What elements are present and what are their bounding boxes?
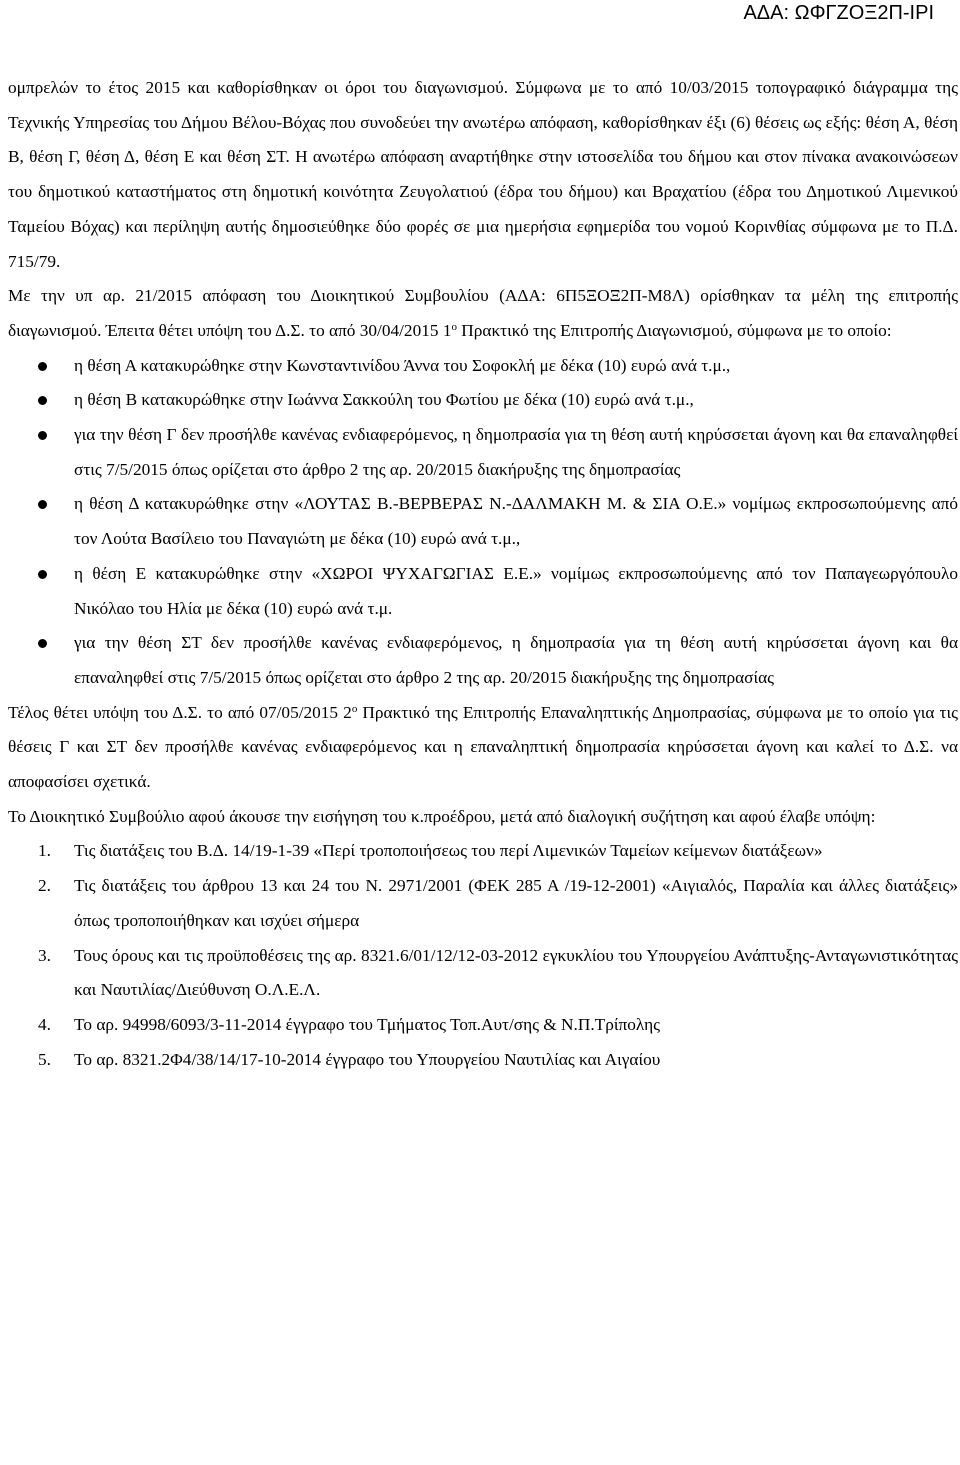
numbered-item [8, 1008, 958, 1043]
bullet-item [8, 418, 958, 487]
bullet-text: η θέση Α κατακυρώθηκε στην Κωνσταντινίδου Άννα του Σοφοκλή με δέκα (10) ευρώ ανά τ.μ., [74, 355, 731, 375]
bullet-item [8, 487, 958, 556]
bullet-text: για την θέση Γ δεν προσήλθε κανένας ενδιαφερόμενος, η δημοπρασία για τη θέση αυτή κηρύσσεται άγονη και θα επαναληφθεί στις 7/5/2015 όπως ορίζεται στο άρθρο 2 της αρ. 20/2015 διακήρυξης της δημοπρασίας [74, 425, 958, 479]
results-bullet-list [8, 349, 958, 696]
bullet-item [8, 557, 958, 626]
bullet-text: η θέση Β κατακυρώθηκε στην Ιωάννα Σακκούλη του Φωτίου με δέκα (10) ευρώ ανά τ.μ., [74, 390, 694, 410]
item-number: 2. [38, 876, 51, 896]
considerations-list [8, 834, 958, 1077]
ada-code: ΑΔΑ: ΩΦΓΖΟΞ2Π-ΙΡΙ [743, 2, 934, 24]
bullet-text: για την θέση ΣΤ δεν προσήλθε κανένας ενδιαφερόμενος, η δημοπρασία για τη θέση αυτή κηρύσσεται άγονη και θα επαναληφθεί στις 7/5/2015 όπως ορίζεται στο άρθρο 2 της αρ. 20/2015 διακήρυξης της δημοπρασίας [74, 633, 958, 687]
bullet-dot-icon [38, 570, 47, 579]
paragraph-committee-text: Με την υπ αρ. 21/2015 απόφαση του Διοικητικού Συμβουλίου (ΑΔΑ: 6Π5ΞΟΞ2Π-Μ8Λ) ορίσθηκαν τα μέλη της επιτροπής διαγωνισμού. Έπειτα θέτει υπόψη του Δ.Σ. το από 30/04/2015 1 [8, 286, 958, 340]
paragraph-board: Το Διοικητικό Συμβούλιο αφού άκουσε την εισήγηση του κ.προέδρου, μετά από διαλογική συζήτηση και αφού έλαβε υπόψη: [8, 806, 876, 826]
numbered-item [8, 869, 958, 938]
bullet-dot-icon [38, 362, 47, 371]
numbered-item [8, 1043, 958, 1078]
item-number: 4. [38, 1014, 51, 1034]
paragraph-committee [8, 279, 958, 348]
item-text: Το αρ. 94998/6093/3-11-2014 έγγραφο του Τμήματος Τοπ.Αυτ/σης & Ν.Π.Τρίπολης [74, 1014, 660, 1034]
paragraph-repeat-text: Τέλος θέτει υπόψη του Δ.Σ. το από 07/05/2015 2 [8, 702, 352, 722]
bullet-dot-icon [38, 431, 47, 440]
item-number: 1. [38, 841, 51, 861]
paragraph-committee-end: Πρακτικό της Επιτροπής Διαγωνισμού, σύμφωνα με το οποίο: [456, 320, 892, 340]
bullet-dot-icon [38, 396, 47, 405]
bullet-dot-icon [38, 639, 47, 648]
numbered-item [8, 834, 958, 869]
ordinal-superscript: ο [451, 320, 457, 333]
bullet-text: η θέση Δ κατακυρώθηκε στην «ΛΟΥΤΑΣ Β.-ΒΕΡΒΕΡΑΣ Ν.-ΔΑΛΜΑΚΗ Μ. & ΣΙΑ Ο.Ε.» νομίμως εκπροσωπούμενης από τον Λούτα Βασίλειο του Παναγιώτη με δέκα (10) ευρώ ανά τ.μ., [74, 494, 958, 549]
bullet-item [8, 349, 958, 384]
item-text: Τις διατάξεις του Β.Δ. 14/19-1-39 «Περί τροποποιήσεως του περί Λιμενικών Ταμείων κείμενων διατάξεων» [74, 841, 823, 861]
ordinal-superscript: ο [351, 702, 358, 715]
paragraph-repeat-auction [8, 696, 958, 800]
bullet-item [8, 383, 958, 418]
item-text: Το αρ. 8321.2Φ4/38/14/17-10-2014 έγγραφο του Υπουργείου Ναυτιλίας και Αιγαίου [74, 1049, 661, 1069]
bullet-dot-icon [38, 500, 47, 509]
bullet-text: η θέση Ε κατακυρώθηκε στην «ΧΩΡΟΙ ΨΥΧΑΓΩΓΙΑΣ Ε.Ε.» νομίμως εκπροσωπούμενης από τον Παπαγεωργόπουλο Νικόλαο του Ηλία με δέκα (10) ευρώ ανά τ.μ. [74, 563, 958, 618]
paragraph-intro: ομπρελών το έτος 2015 και καθορίσθηκαν οι όροι του διαγωνισμού. Σύμφωνα με το από 10/03/2015 τοπογραφικό διάγραμμα της Τεχνικής Υπηρεσίας του Δήμου Βέλου-Βόχας που συνοδεύει την ανωτέρω απόφαση, καθορίσθηκαν έξι (6) θέσεις ως εξής: θέση Α, θέση Β, θέση Γ, θέση Δ, θέση Ε και θέση ΣΤ. Η ανωτέρω απόφαση αναρτήθηκε στην ιστοσελίδα του δήμου και στον πίνακα ανακοινώσεων του δημοτικού καταστήματος στη δημοτική κοινότητα Ζευγολατιού (έδρα του δήμου) και Βραχατίου (έδρα του Δημοτικού Λιμενικού Ταμείου Βόχας) και περίληψη αυτής δημοσιεύθηκε δύο φορές σε μια ημερήσια εφημερίδα του νομού Κορινθίας σύμφωνα με το Π.Δ. 715/79. [8, 78, 958, 271]
numbered-item [8, 939, 958, 1008]
paragraph-repeat-end: Πρακτικό της Επιτροπής Επαναληπτικής Δημοπρασίας, σύμφωνα με το οποίο για τις θέσεις Γ και ΣΤ δεν προσήλθε κανένας ενδιαφερόμενος και η επαναληπτική δημοπρασία κηρύσσεται άγονη και καλεί το Δ.Σ. να αποφασίσει σχετικά. [8, 702, 958, 792]
item-text: Τις διατάξεις του άρθρου 13 και 24 του Ν. 2971/2001 (ΦΕΚ 285 Α /19-12-2001) «Αιγιαλός, Παραλία και άλλες διατάξεις» όπως τροποποιήθηκαν και ισχύει σήμερα [74, 876, 958, 930]
item-number: 5. [38, 1049, 51, 1069]
document-body [8, 71, 958, 1077]
item-number: 3. [38, 945, 51, 965]
bullet-item [8, 626, 958, 695]
item-text: Τους όρους και τις προϋποθέσεις της αρ. 8321.6/01/12/12-03-2012 εγκυκλίου του Υπουργείου Ανάπτυξης-Ανταγωνιστικότητας και Ναυτιλίας/Διεύθυνση Ο.Λ.Ε.Λ. [74, 945, 958, 1000]
